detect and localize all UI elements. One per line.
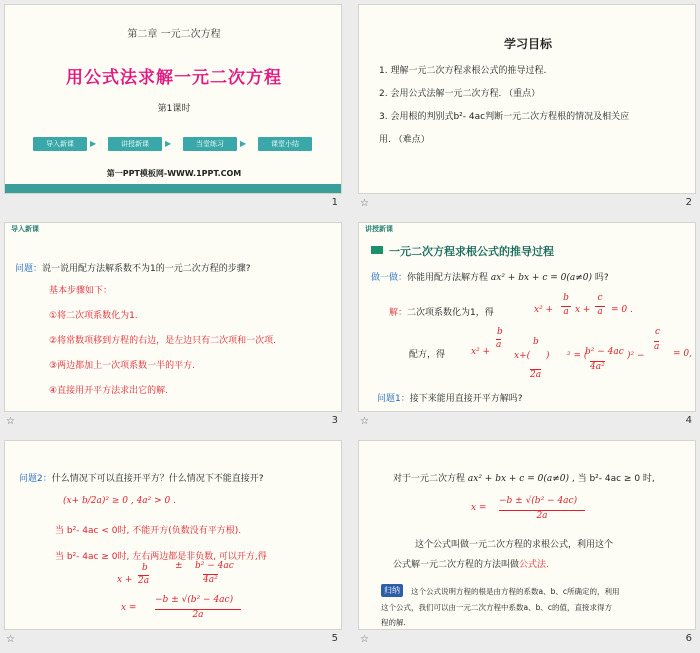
equation-end: = 0 . <box>611 305 633 315</box>
section-icon <box>371 246 383 254</box>
section-tag: 导入新课 <box>11 225 39 233</box>
formula-denominator: 2a <box>499 510 585 521</box>
frac-numerator: b <box>563 293 569 303</box>
formula-numerator: −b ± √(b² − 4ac) <box>499 496 578 506</box>
goals-heading: 学习目标 <box>503 37 552 51</box>
slide-footer <box>4 414 342 432</box>
steps-title: 基本步骤如下： <box>49 286 113 296</box>
slide-number: 5 <box>331 633 338 644</box>
nav-lecture[interactable]: 讲授新课 <box>108 137 162 151</box>
step-item: ③两边都加上一次项系数一半的平方. <box>49 361 195 371</box>
condition-negative: 当 b²- 4ac < 0时, 不能开方(负数没有平方根). <box>55 526 242 536</box>
slide-number: 1 <box>331 197 338 208</box>
nav-intro[interactable]: 导入新课 <box>33 137 87 151</box>
frac-numerator: b² − 4ac <box>585 347 624 357</box>
slide-title: 用公式法求解一元二次方程 <box>66 68 282 88</box>
slide-number: 3 <box>331 415 338 426</box>
frac-numerator: b <box>497 327 503 337</box>
goal-item: 2. 会用公式法解一元二次方程. （重点） <box>379 89 541 99</box>
slide-thumb-5[interactable] <box>0 436 350 653</box>
slide-footer <box>358 632 696 650</box>
definition-line: 公式解一元二次方程的方法叫做 <box>393 560 520 570</box>
arrow-icon: ▶ <box>165 139 172 148</box>
slide-footer <box>4 196 342 214</box>
slide-6[interactable] <box>358 440 696 630</box>
x-label: x = <box>121 603 137 613</box>
goal-item: 用. （难点） <box>379 135 430 145</box>
slide-number: 4 <box>685 415 692 426</box>
slide-number: 2 <box>685 197 692 208</box>
try-equation: ax² + bx + c = 0(a≠0) <box>490 273 593 283</box>
slide-thumb-1[interactable] <box>0 0 350 218</box>
section-tag: 讲授新课 <box>365 225 393 233</box>
footer-strip <box>5 184 341 193</box>
frac-denominator: 4a² <box>590 362 605 372</box>
goal-item: 1. 理解一元二次方程求根公式的推导过程. <box>379 66 547 76</box>
star-icon: ☆ <box>6 416 15 427</box>
slide-4[interactable]: 讲授新课 一元二次方程求根公式的推导过程 做一做：你能用配方法解方程 ax² + bx + c = 0(a≠0) 吗? 解：二次项系数化为1，得 x² + b a x + c a = 0 . 配方，得 x² + b a x+( b 2a ) ² = ( b² − 4ac 4a² )² − c a = 0, 问题1：接下来能用直接开平方解吗? <box>358 222 696 412</box>
summary-line: 这个公式说明方程的根是由方程的系数a、b、c所确定的，利用 <box>411 587 620 596</box>
frac-denominator: a <box>654 342 660 352</box>
intro-text: 对于一元二次方程 <box>393 474 466 484</box>
frac-denominator: 2a <box>530 370 542 380</box>
slide-5[interactable]: 问题2：什么情况下可以直接开平方？什么情况下不能直接开? (x+ b/2a)² ≥ 0 , 4a² > 0 . 当 b²- 4ac < 0时, 不能开方(负数没有平方根). 当 b²- 4ac ≥ 0时, 左右两边都是非负数, 可以开方,得 x + b 2a ± b² − 4ac 4a² x = −b ± √(b² − 4ac) 2a <box>4 440 342 630</box>
question2-text: 什么情况下可以直接开平方？什么情况下不能直接开? <box>51 474 264 484</box>
slide-footer <box>358 196 696 214</box>
try-label: 做一做： <box>371 273 408 283</box>
formula-numerator: −b ± √(b² − 4ac) <box>155 595 234 605</box>
frac-denominator: 2a <box>138 576 150 586</box>
problem-label: 问题1： <box>377 394 410 404</box>
slide-thumb-4[interactable] <box>354 218 700 436</box>
summary-line: 这个公式，我们可以由一元二次方程中系数a、b、c的值，直接求得方 <box>381 603 612 612</box>
frac-numerator: c <box>655 327 661 337</box>
x-label: x = <box>471 503 487 513</box>
try-text: 你能用配方法解方程 <box>407 273 489 283</box>
sqrt-numerator: b² − 4ac <box>195 561 234 571</box>
question-label: 问题： <box>15 264 43 274</box>
star-icon: ☆ <box>360 634 369 645</box>
step-item: ④直接用开平方法求出它的解. <box>49 386 168 396</box>
slide-thumb-6[interactable] <box>354 436 700 653</box>
arrow-icon: ▶ <box>90 139 97 148</box>
complete-label: 配方，得 <box>409 350 446 360</box>
inequality-line: (x+ b/2a)² ≥ 0 , 4a² > 0 . <box>63 496 176 506</box>
star-icon: ☆ <box>6 634 15 645</box>
frac-numerator: c <box>597 293 603 303</box>
try-end: 吗? <box>594 273 609 283</box>
summary-line: 程的解. <box>381 618 406 627</box>
star-icon: ☆ <box>360 416 369 427</box>
frac-numerator: b <box>533 337 539 347</box>
step-item: ①将二次项系数化为1. <box>49 311 138 321</box>
slide-number: 6 <box>685 633 692 644</box>
condition-nonnegative: 当 b²- 4ac ≥ 0时, 左右两边都是非负数, 可以开方,得 <box>55 552 267 562</box>
plus-minus: ± <box>175 561 183 571</box>
section-heading: 一元二次方程求根公式的推导过程 <box>389 245 554 258</box>
lesson-label: 第1课时 <box>157 104 191 114</box>
intro-equation: ax² + bx + c = 0(a≠0) <box>467 474 569 484</box>
nav-practice[interactable]: 当堂练习 <box>183 137 237 151</box>
nav-summary[interactable]: 课堂小结 <box>258 137 312 151</box>
chapter-label: 第二章 一元二次方程 <box>127 29 221 40</box>
goal-item: 3. 会用根的判别式b²- 4ac判断一元二次方程根的情况及相关应 <box>379 112 630 122</box>
problem-text: 接下来能用直接开平方解吗? <box>409 394 523 404</box>
arrow-icon: ▶ <box>240 139 247 148</box>
star-icon: ☆ <box>360 198 369 209</box>
slide-thumb-2[interactable] <box>354 0 700 218</box>
nav-bar <box>33 137 315 151</box>
solve-label: 解： <box>389 308 408 318</box>
intro-condition: , 当 b²- 4ac ≥ 0 时, <box>571 474 655 484</box>
step-item: ②将常数项移到方程的右边，是左边只有二次项和一次项. <box>49 336 276 346</box>
formula-denominator: 2a <box>155 609 241 620</box>
question2-label: 问题2： <box>19 474 52 484</box>
definition-line: 这个公式叫做一元二次方程的求根公式，利用这个 <box>415 540 614 550</box>
footer-watermark: 第一PPT模板网-WWW.1PPT.COM <box>106 169 242 178</box>
slide-footer <box>4 632 342 650</box>
summary-tag: 归纳 <box>381 584 403 597</box>
sqrt-denominator: 4a² <box>203 575 218 585</box>
method-name: 公式法. <box>519 560 549 570</box>
frac-denominator: a <box>595 306 605 317</box>
slide-2[interactable] <box>358 4 696 194</box>
slide-footer <box>358 414 696 432</box>
slide-1[interactable] <box>4 4 342 194</box>
solve-text: 二次项系数化为1，得 <box>407 308 494 318</box>
slide-thumb-3[interactable] <box>0 218 350 436</box>
frac-denominator: a <box>496 340 502 350</box>
frac-denominator: a <box>561 306 571 317</box>
question-text: 说一说用配方法解系数不为1的一元二次方程的步骤? <box>42 264 251 274</box>
slide-3[interactable] <box>4 222 342 412</box>
